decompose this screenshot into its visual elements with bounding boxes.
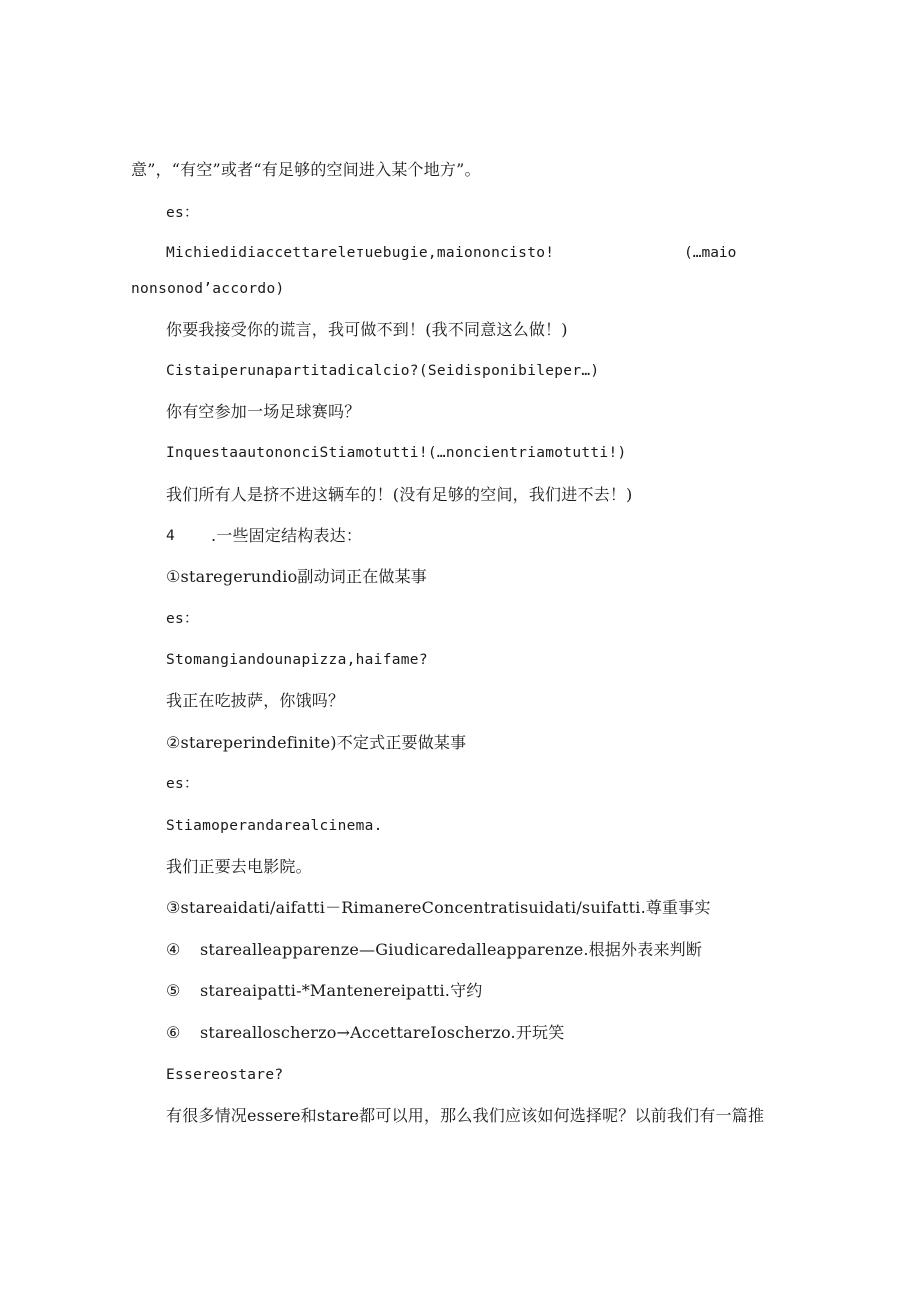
text-line: es： — [166, 611, 199, 627]
list-marker: ⑤ — [166, 981, 181, 1000]
text-line: ①staregerundio副动词正在做某事 — [166, 567, 428, 586]
text-line: Stiamoperandarealcinema. — [166, 818, 383, 834]
text-line: ③stareaidati/aifatti－RimanereConcentratisuidati/suifatti.尊重事实 — [166, 898, 711, 917]
list-marker: ④ — [166, 940, 181, 959]
text-line: es： — [166, 776, 199, 792]
text-line: Stomangiandounapizza,haifame? — [166, 652, 428, 668]
text-line: stareaipatti-*Mantenereipatti.守约 — [200, 981, 483, 1000]
text-line: 意”，“有空”或者“有足够的空间进入某个地方”。 — [131, 160, 481, 179]
text-line: starealleapparenze—Giudicaredalleapparenze.根据外表来判断 — [200, 940, 703, 959]
text-line: es： — [166, 205, 199, 221]
text-note: (…maio — [684, 245, 737, 261]
text-line: Essereostare? — [166, 1067, 284, 1083]
text-line: InquestaautononciStiamotutti!(…noncientriamotutti!) — [166, 445, 627, 461]
text-line: Cistaiperunapartitadicalcio?(Seidisponibileper…) — [166, 363, 600, 379]
list-marker: ⑥ — [166, 1023, 181, 1042]
text-line: Michiedidiaccettarelетuebugie,maiononcisto! — [166, 245, 555, 261]
text-line: 我正在吃披萨，你饿吗？ — [166, 691, 345, 710]
text-line: .一些固定结构表达： — [211, 526, 363, 545]
text-line: 你要我接受你的谎言，我可做不到！(我不同意这么做！) — [166, 320, 568, 339]
text-line: 我们正要去电影院。 — [166, 857, 312, 876]
text-line: nonsonod’accordo) — [131, 281, 285, 297]
list-number: 4 — [166, 528, 176, 544]
text-line: 有很多情况essere和stare都可以用，那么我们应该如何选择呢？以前我们有一篇推 — [166, 1106, 765, 1125]
text-line: 你有空参加一场足球赛吗？ — [166, 402, 361, 421]
text-line: starealloscherzo→AccettareIoscherzo.开玩笑 — [200, 1023, 565, 1042]
text-line: ②stareperindefinite)不定式正要做某事 — [166, 733, 467, 752]
text-line: 我们所有人是挤不进这辆车的！(没有足够的空间，我们进不去！) — [166, 485, 633, 504]
